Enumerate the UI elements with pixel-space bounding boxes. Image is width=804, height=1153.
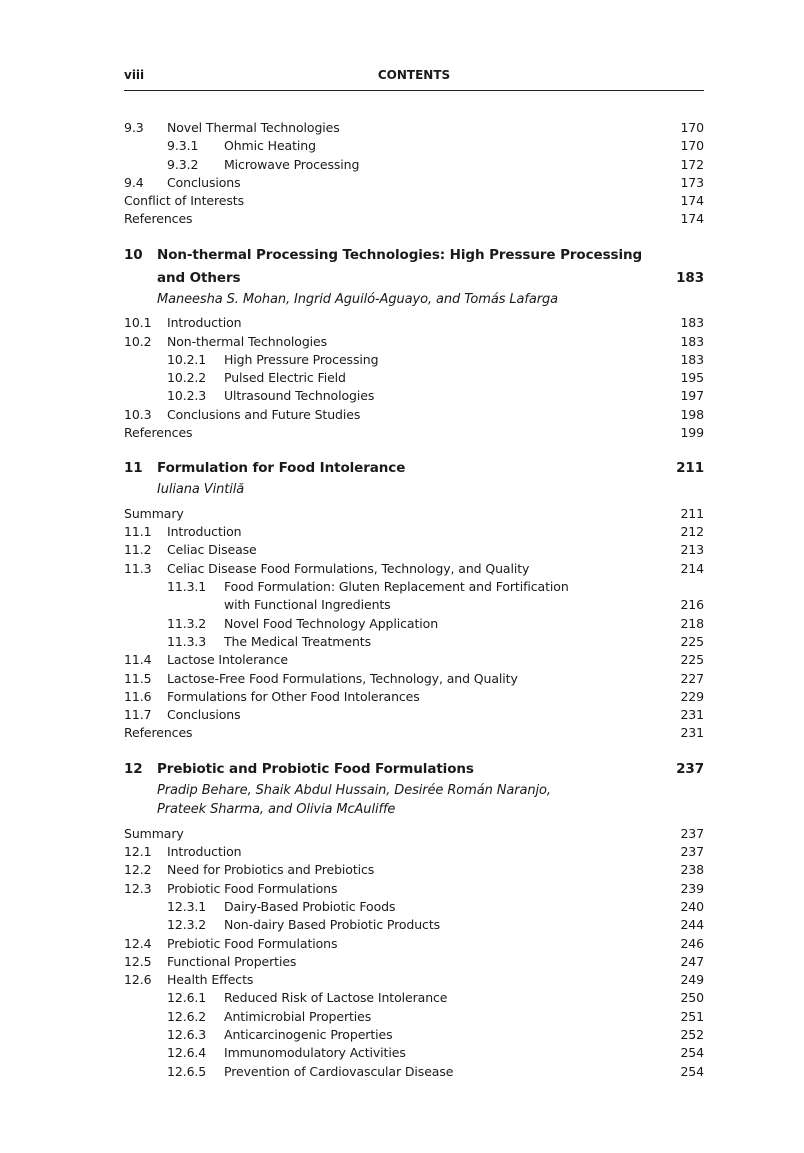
toc-entry[interactable] xyxy=(124,724,704,742)
chapter-10-heading[interactable] xyxy=(124,244,704,290)
entry-page: 212 xyxy=(680,524,704,540)
entry-page: 254 xyxy=(680,1045,704,1061)
entry-page: 170 xyxy=(680,120,704,135)
header-page-number: viii xyxy=(124,68,145,82)
entry-page: 174 xyxy=(680,193,704,209)
entry-title: Prevention of Cardiovascular Disease xyxy=(224,1063,454,1079)
entry-page: 254 xyxy=(680,1063,704,1079)
entry-page: 214 xyxy=(680,560,704,576)
header-title: CONTENTS xyxy=(377,68,451,82)
entry-number: 10.2.3 xyxy=(167,388,207,404)
entry-page: 231 xyxy=(680,707,704,723)
toc-entry-continued[interactable] xyxy=(124,596,704,614)
entry-number: 9.3 xyxy=(124,120,144,135)
entry-number: 12.5 xyxy=(124,953,152,969)
chapter-title: Prebiotic and Probiotic Food Formulations xyxy=(157,760,474,777)
entry-title: Non-dairy Based Probiotic Products xyxy=(224,917,441,933)
entry-page: 218 xyxy=(680,615,704,631)
toc-entry[interactable] xyxy=(124,387,704,405)
entry-title: Lactose Intolerance xyxy=(167,652,288,668)
entry-title: Dairy-Based Probiotic Foods xyxy=(224,898,396,914)
entry-number: 12.3.2 xyxy=(167,917,207,933)
chapter-page: 211 xyxy=(676,460,704,477)
chapter-authors: Iuliana Vintilă xyxy=(157,482,245,498)
entry-number: 11.3.2 xyxy=(167,615,207,631)
toc-entry[interactable] xyxy=(124,406,704,424)
entry-page: 237 xyxy=(680,844,704,860)
chapter-number: 11 xyxy=(124,460,143,477)
toc-entry[interactable] xyxy=(124,706,704,724)
entry-number: 11.1 xyxy=(124,524,152,540)
entry-page: 238 xyxy=(680,862,704,878)
toc-entry[interactable] xyxy=(124,953,704,971)
entry-title-continued: with Functional Ingredients xyxy=(224,597,391,613)
toc-entry[interactable] xyxy=(124,523,704,541)
entry-page: 229 xyxy=(680,688,704,704)
entry-page: 216 xyxy=(680,597,704,613)
entry-page: 250 xyxy=(680,990,704,1006)
entry-title: Summary xyxy=(124,505,184,521)
entry-page: 195 xyxy=(680,370,704,386)
toc-entry[interactable] xyxy=(124,861,704,879)
toc-entry[interactable] xyxy=(124,615,704,633)
toc-entry[interactable] xyxy=(124,651,704,669)
entry-page: 173 xyxy=(680,174,704,190)
entry-number: 12.1 xyxy=(124,844,152,860)
entry-number: 11.4 xyxy=(124,652,152,668)
toc-entry[interactable] xyxy=(124,137,704,155)
chapter-number: 10 xyxy=(124,246,143,263)
entry-number: 12.6.1 xyxy=(167,990,207,1006)
entry-page: 252 xyxy=(680,1026,704,1042)
entry-number: 10.2.1 xyxy=(167,351,207,367)
entry-title: Need for Probiotics and Prebiotics xyxy=(167,862,375,878)
chapter-authors: Maneesha S. Mohan, Ingrid Aguiló-Aguayo, and Tomás Lafarga xyxy=(157,291,559,307)
entry-title: Lactose-Free Food Formulations, Technology, and Quality xyxy=(167,670,518,686)
chapter-title: Non-thermal Processing Technologies: High Pressure Processing xyxy=(157,246,643,263)
entry-page: 231 xyxy=(680,725,704,741)
chapter-number: 12 xyxy=(124,760,143,777)
entry-title: Ultrasound Technologies xyxy=(224,388,375,404)
entry-title: Celiac Disease xyxy=(167,542,257,558)
toc-entry[interactable] xyxy=(124,351,704,369)
entry-title: Novel Food Technology Application xyxy=(224,615,439,631)
toc-entry[interactable] xyxy=(124,424,704,442)
chapter-title: Formulation for Food Intolerance xyxy=(157,460,406,477)
entry-page: 247 xyxy=(680,953,704,969)
entry-title: Prebiotic Food Formulations xyxy=(167,935,338,951)
toc-entry[interactable] xyxy=(124,1044,704,1062)
entry-number: 12.6.3 xyxy=(167,1026,207,1042)
toc-entry[interactable] xyxy=(124,210,704,228)
toc-entry[interactable] xyxy=(124,369,704,387)
entry-page: 244 xyxy=(680,917,704,933)
toc-entry[interactable] xyxy=(124,633,704,651)
entry-title: Pulsed Electric Field xyxy=(224,370,346,386)
entry-number: 10.2 xyxy=(124,333,152,349)
chapter-12-heading[interactable] xyxy=(124,758,704,781)
entry-title: Antimicrobial Properties xyxy=(224,1008,372,1024)
entry-page: 170 xyxy=(680,138,704,154)
entry-title: Conclusions xyxy=(167,707,241,723)
toc-entry[interactable] xyxy=(124,843,704,861)
entry-title: Celiac Disease Food Formulations, Technology, and Quality xyxy=(167,560,530,576)
authors-line: Pradip Behare, Shaik Abdul Hussain, Desirée Román Naranjo, xyxy=(157,782,551,798)
toc-entry[interactable] xyxy=(124,192,704,210)
entry-page: 183 xyxy=(680,351,704,367)
chapter-10-entries xyxy=(124,314,704,442)
entry-number: 12.6 xyxy=(124,972,152,988)
entry-title: References xyxy=(124,211,193,227)
entry-page: 172 xyxy=(680,156,704,172)
entry-number: 12.6.2 xyxy=(167,1008,207,1024)
entry-page: 249 xyxy=(680,972,704,988)
entry-page: 251 xyxy=(680,1008,704,1024)
entry-number: 10.1 xyxy=(124,315,152,331)
entry-page: 227 xyxy=(680,670,704,686)
toc-entry[interactable] xyxy=(124,119,704,137)
entry-number: 12.6.5 xyxy=(167,1063,207,1079)
entry-number: 11.5 xyxy=(124,670,152,686)
chapter-page: 183 xyxy=(676,269,704,286)
entry-title: Summary xyxy=(124,825,184,841)
entry-page: 237 xyxy=(680,825,704,841)
toc-entry[interactable] xyxy=(124,174,704,192)
entry-title: Introduction xyxy=(167,524,242,540)
entry-title: Health Effects xyxy=(167,972,254,988)
entry-number: 9.4 xyxy=(124,174,144,190)
toc-entry[interactable] xyxy=(124,1026,704,1044)
entry-title: Non-thermal Technologies xyxy=(167,333,328,349)
entry-title: Microwave Processing xyxy=(224,156,360,172)
chapter-title-continued: and Others xyxy=(157,269,241,286)
entry-number: 12.3.1 xyxy=(167,898,207,914)
toc-entry[interactable] xyxy=(124,670,704,688)
entry-number: 9.3.1 xyxy=(167,138,199,154)
chapter-9-tail xyxy=(124,119,704,229)
toc-entry[interactable] xyxy=(124,505,704,523)
entry-title: The Medical Treatments xyxy=(224,633,372,649)
entry-page: 183 xyxy=(680,333,704,349)
chapter-page: 237 xyxy=(676,760,704,777)
entry-number: 12.6.4 xyxy=(167,1045,207,1061)
entry-number: 12.2 xyxy=(124,862,152,878)
running-header xyxy=(124,66,704,91)
entry-title: Conclusions and Future Studies xyxy=(167,406,361,422)
entry-page: 213 xyxy=(680,542,704,558)
entry-title: Functional Properties xyxy=(167,953,297,969)
chapter-authors xyxy=(124,781,704,820)
entry-number: 12.4 xyxy=(124,935,152,951)
entry-page: 211 xyxy=(680,505,704,521)
entry-page: 246 xyxy=(680,935,704,951)
entry-number: 11.3 xyxy=(124,560,152,576)
entry-page: 225 xyxy=(680,652,704,668)
entry-title: Novel Thermal Technologies xyxy=(167,120,340,135)
entry-page: 174 xyxy=(680,211,704,227)
toc-entry[interactable] xyxy=(124,825,704,843)
authors-line: Prateek Sharma, and Olivia McAuliffe xyxy=(157,802,396,818)
entry-number: 11.2 xyxy=(124,542,152,558)
toc-entry[interactable] xyxy=(124,989,704,1007)
entry-page: 225 xyxy=(680,633,704,649)
entry-number: 11.3.3 xyxy=(167,633,207,649)
entry-page: 240 xyxy=(680,898,704,914)
entry-number: 11.7 xyxy=(124,707,152,723)
entry-page: 197 xyxy=(680,388,704,404)
toc-content xyxy=(124,119,704,1081)
entry-page: 183 xyxy=(680,315,704,331)
toc-entry[interactable] xyxy=(124,688,704,706)
entry-title: Introduction xyxy=(167,315,242,331)
entry-title: Formulations for Other Food Intolerances xyxy=(167,688,420,704)
chapter-11-entries xyxy=(124,505,704,743)
entry-title: References xyxy=(124,725,193,741)
toc-entry[interactable] xyxy=(124,578,704,596)
toc-entry[interactable] xyxy=(124,916,704,934)
entry-number: 11.3.1 xyxy=(167,579,207,595)
entry-title: References xyxy=(124,425,193,441)
entry-title: Reduced Risk of Lactose Intolerance xyxy=(224,990,448,1006)
entry-page: 198 xyxy=(680,406,704,422)
toc-entry[interactable] xyxy=(124,1063,704,1081)
entry-number: 9.3.2 xyxy=(167,156,199,172)
chapter-12-entries xyxy=(124,825,704,1081)
toc-entry[interactable] xyxy=(124,880,704,898)
toc-entry[interactable] xyxy=(124,935,704,953)
entry-title: Ohmic Heating xyxy=(224,138,316,154)
toc-entry[interactable] xyxy=(124,971,704,989)
entry-number: 10.3 xyxy=(124,406,152,422)
entry-number: 12.3 xyxy=(124,880,152,896)
entry-title: Conclusions xyxy=(167,174,241,190)
entry-title: High Pressure Processing xyxy=(224,351,379,367)
toc-entry[interactable] xyxy=(124,541,704,559)
entry-title: Introduction xyxy=(167,844,242,860)
toc-entry[interactable] xyxy=(124,898,704,916)
toc-entry[interactable] xyxy=(124,333,704,351)
chapter-11-heading[interactable] xyxy=(124,457,704,480)
entry-page: 199 xyxy=(680,425,704,441)
toc-entry[interactable] xyxy=(124,314,704,332)
entry-title: Probiotic Food Formulations xyxy=(167,880,338,896)
toc-entry[interactable] xyxy=(124,560,704,578)
toc-entry[interactable] xyxy=(124,156,704,174)
entry-number: 11.6 xyxy=(124,688,152,704)
entry-title: Food Formulation: Gluten Replacement and Fortification xyxy=(224,579,569,595)
entry-page: 239 xyxy=(680,880,704,896)
entry-title: Conflict of Interests xyxy=(124,193,244,209)
entry-number: 10.2.2 xyxy=(167,370,207,386)
entry-title: Immunomodulatory Activities xyxy=(224,1045,406,1061)
toc-entry[interactable] xyxy=(124,1008,704,1026)
entry-title: Anticarcinogenic Properties xyxy=(224,1026,393,1042)
